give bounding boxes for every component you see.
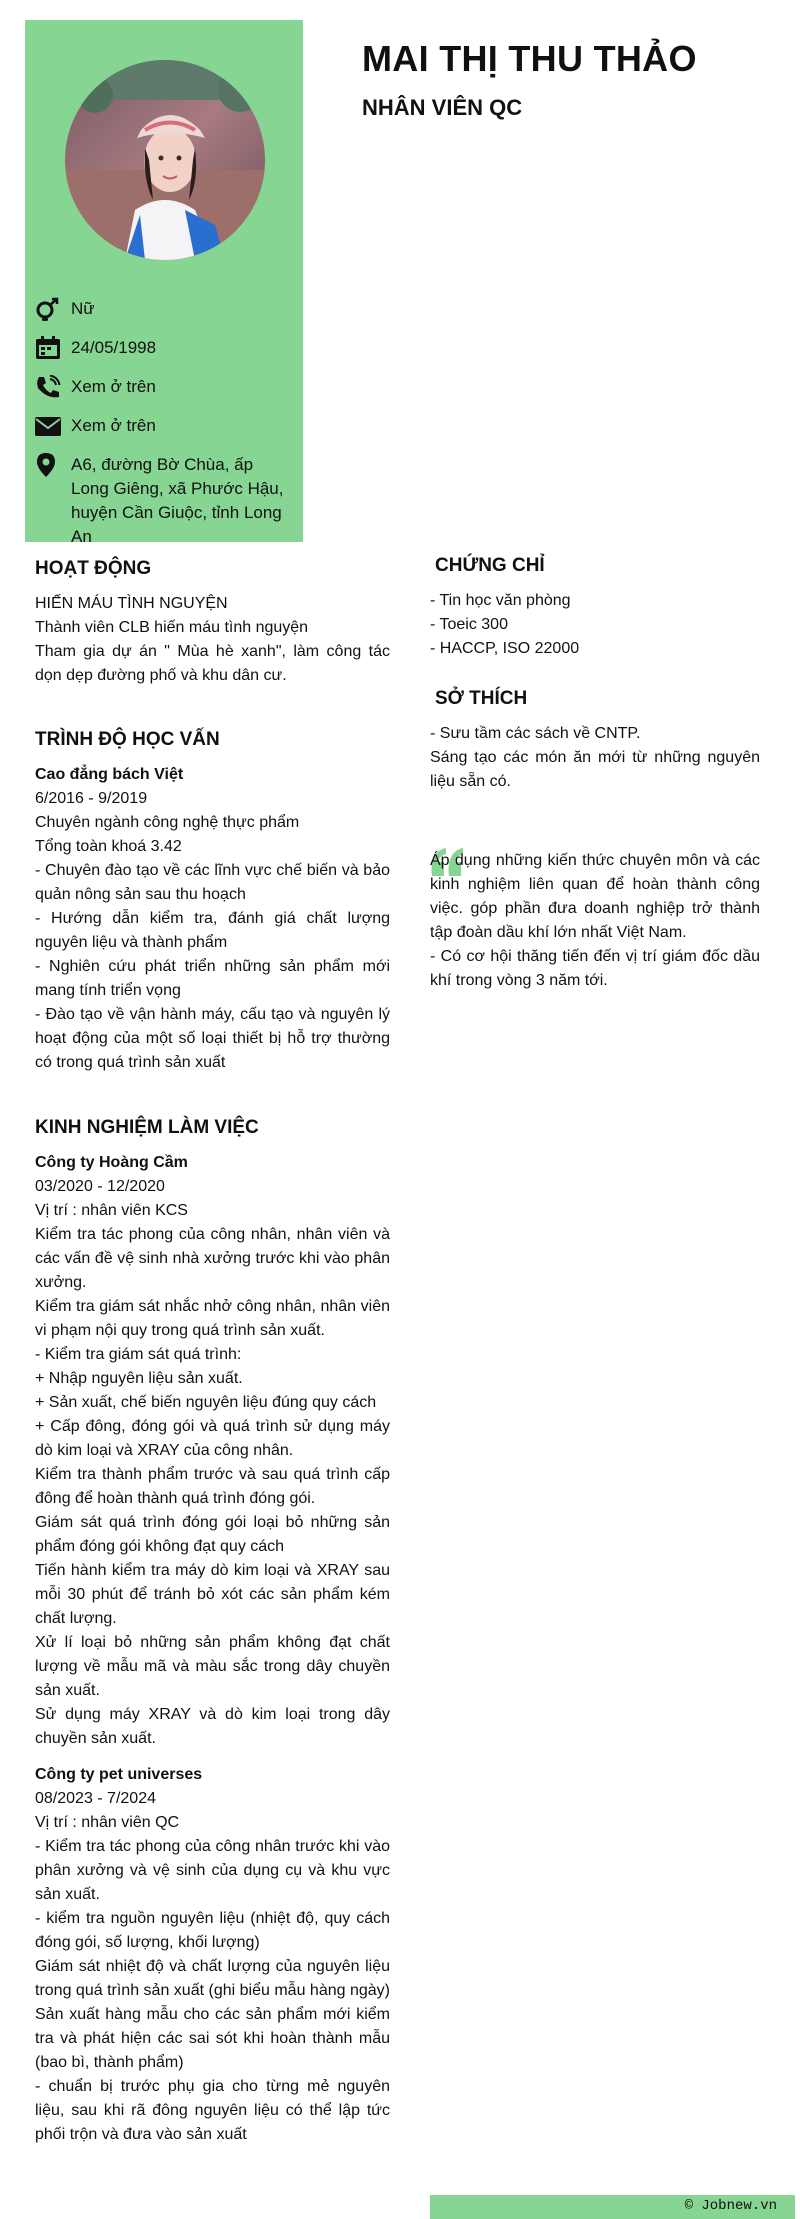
- job-1: [35, 1151, 390, 1751]
- job-line: - Kiểm tra tác phong của công nhân trước khi vào phân xưởng và vệ sinh của dụng cụ và khu vực sản xuất.: [35, 1838, 390, 1903]
- phone-text: Xem ở trên: [71, 377, 156, 396]
- job-line: Kiểm tra thành phẩm trước và sau quá trình cấp đông để hoàn thành quá trình đóng gói.: [35, 1466, 390, 1507]
- activities-content: [35, 592, 390, 688]
- job-line: Vị trí : nhân viên KCS: [35, 1202, 188, 1219]
- job-line: - chuẩn bị trước phụ gia cho từng mẻ nguyên liệu, sau khi rã đông nguyên liệu có thể lập tức phối trộn và đưa vào sản xuất: [35, 2078, 390, 2143]
- email-text: Xem ở trên: [71, 416, 156, 435]
- hobby-line: Sáng tạo các món ăn mới từ những nguyên liệu sẵn có.: [430, 749, 760, 790]
- hobby-line: - Sưu tầm các sách về CNTP.: [430, 725, 641, 742]
- job-line: + Cấp đông, đóng gói và quá trình sử dụng máy dò kim loại và XRAY của công nhân.: [35, 1418, 390, 1459]
- activities-title: HOẠT ĐỘNG: [35, 558, 152, 579]
- hobbies-title: SỞ THÍCH: [435, 688, 528, 709]
- phone-icon: [35, 375, 63, 399]
- hobbies-section: [430, 688, 760, 794]
- job-line: - Kiểm tra giám sát quá trình:: [35, 1346, 242, 1363]
- job-line: + Sản xuất, chế biến nguyên liệu đúng quy cách: [35, 1394, 377, 1411]
- job-line: Giám sát nhiệt độ và chất lượng của nguyên liệu trong quá trình sản xuất (ghi biểu mẫu hàng ngày) Sản xuất hàng mẫu cho các sản phẩm mới kiểm tra và phát hiện các sai sót khi hoàn thành mẫu (bao bì, thành phẩm): [35, 1958, 390, 2071]
- info-gender: [35, 297, 295, 321]
- calendar-icon: [35, 336, 63, 360]
- avatar: [65, 60, 265, 260]
- school-name: Cao đẳng bách Việt: [35, 766, 184, 783]
- certificates-content: [430, 589, 760, 661]
- education-title: TRÌNH ĐỘ HỌC VẤN: [35, 729, 220, 750]
- objective-section: [430, 849, 760, 993]
- envelope-icon: [35, 414, 63, 438]
- job-line: 03/2020 - 12/2020: [35, 1178, 165, 1195]
- activities-section: [35, 558, 390, 688]
- job-line: 08/2023 - 7/2024: [35, 1790, 156, 1807]
- objective-line: - Có cơ hội thăng tiến đến vị trí giám đốc dầu khí trong vòng 3 năm tới.: [430, 948, 760, 989]
- candidate-role: NHÂN VIÊN QC: [362, 95, 523, 120]
- job-line: Kiểm tra tác phong của công nhân, nhân viên và các vấn đề vệ sinh nhà xưởng trước khi vào phân xưởng.: [35, 1226, 390, 1291]
- activity-line: Tham gia dự án " Mùa hè xanh", làm công tác dọn dẹp đường phố và khu dân cư.: [35, 643, 390, 684]
- birthday-text: 24/05/1998: [71, 338, 157, 357]
- info-address: [35, 453, 295, 549]
- education-line: - Chuyên đào tạo về các lĩnh vực chế biến và bảo quản nông sản sau thu hoạch: [35, 862, 390, 903]
- candidate-name: MAI THỊ THU THẢO: [362, 38, 697, 79]
- avatar-photo: [65, 60, 265, 260]
- certificate-item: - HACCP, ISO 22000: [430, 640, 580, 657]
- job-line: Tiến hành kiểm tra máy dò kim loại và XRAY sau mỗi 30 phút để tránh bỏ xót các sản phẩm kém chất lượng.: [35, 1562, 390, 1627]
- certificates-section: [430, 555, 760, 661]
- gender-icon: [35, 297, 63, 321]
- location-pin-icon: [35, 453, 63, 477]
- job-line: Giám sát quá trình đóng gói loại bỏ những sản phẩm đóng gói không đạt quy cách: [35, 1514, 390, 1555]
- job-line: Sử dụng máy XRAY và dò kim loại trong dây chuyền sản xuất.: [35, 1706, 390, 1747]
- objective-content: [430, 849, 760, 993]
- education-line: 6/2016 - 9/2019: [35, 790, 148, 807]
- info-email: [35, 414, 295, 438]
- job-line: - kiểm tra nguồn nguyên liệu (nhiệt độ, quy cách đóng gói, số lượng, khối lượng): [35, 1910, 390, 1951]
- address-text: A6, đường Bờ Chùa, ấp Long Giêng, xã Phước Hậu, huyện Cần Giuộc, tỉnh Long An: [71, 455, 284, 546]
- education-line: - Hướng dẫn kiểm tra, đánh giá chất lượng nguyên liệu và thành phẩm: [35, 910, 390, 951]
- education-section: [35, 729, 390, 1075]
- info-phone: [35, 375, 295, 399]
- education-line: - Nghiên cứu phát triển những sản phẩm mới mang tính triển vọng: [35, 958, 390, 999]
- profile-sidebar: [25, 20, 303, 546]
- personal-info-list: [35, 297, 295, 564]
- education-line: - Đào tạo về vận hành máy, cấu tạo và nguyên lý hoạt động của một số loại thiết bị hỗ trợ thường có trong quá trình sản xuất: [35, 1006, 390, 1071]
- job-2: [35, 1763, 390, 2147]
- job-line: Kiểm tra giám sát nhắc nhở công nhân, nhân viên vi phạm nội quy trong quá trình sản xuất.: [35, 1298, 390, 1339]
- certificate-item: - Tin học văn phòng: [430, 592, 571, 609]
- certificate-item: - Toeic 300: [430, 616, 508, 633]
- education-line: Chuyên ngành công nghệ thực phẩm: [35, 814, 300, 831]
- education-line: Tổng toàn khoá 3.42: [35, 838, 182, 855]
- gender-text: Nữ: [71, 299, 95, 318]
- job-line: Vị trí : nhân viên QC: [35, 1814, 180, 1831]
- footer-watermark: © Jobnew.vn: [684, 2198, 777, 2214]
- job-company: Công ty pet universes: [35, 1766, 203, 1783]
- footer-bar: [430, 2195, 795, 2219]
- experience-title: KINH NGHIỆM LÀM VIỆC: [35, 1117, 259, 1138]
- job-line: Xử lí loại bỏ những sản phẩm không đạt chất lượng về mẫu mã và màu sắc trong dây chuyền sản xuất.: [35, 1634, 390, 1699]
- activity-line: Thành viên CLB hiến máu tình nguyện: [35, 619, 309, 636]
- hobbies-content: [430, 722, 760, 794]
- education-content: [35, 763, 390, 1075]
- experience-section: [35, 1117, 390, 2147]
- info-birthday: [35, 336, 295, 360]
- activity-line: HIẾN MÁU TÌNH NGUYỆN: [35, 595, 228, 612]
- job-company: Công ty Hoàng Cầm: [35, 1154, 188, 1171]
- objective-line: Áp dụng những kiến thức chuyên môn và các kinh nghiệm liên quan để hoàn thành công việc. góp phần đưa doanh nghiệp trở thành tập đoàn dầu khí lớn nhất Việt Nam.: [430, 852, 760, 941]
- job-line: + Nhập nguyên liệu sản xuất.: [35, 1370, 243, 1387]
- certificates-title: CHỨNG CHỈ: [435, 555, 545, 576]
